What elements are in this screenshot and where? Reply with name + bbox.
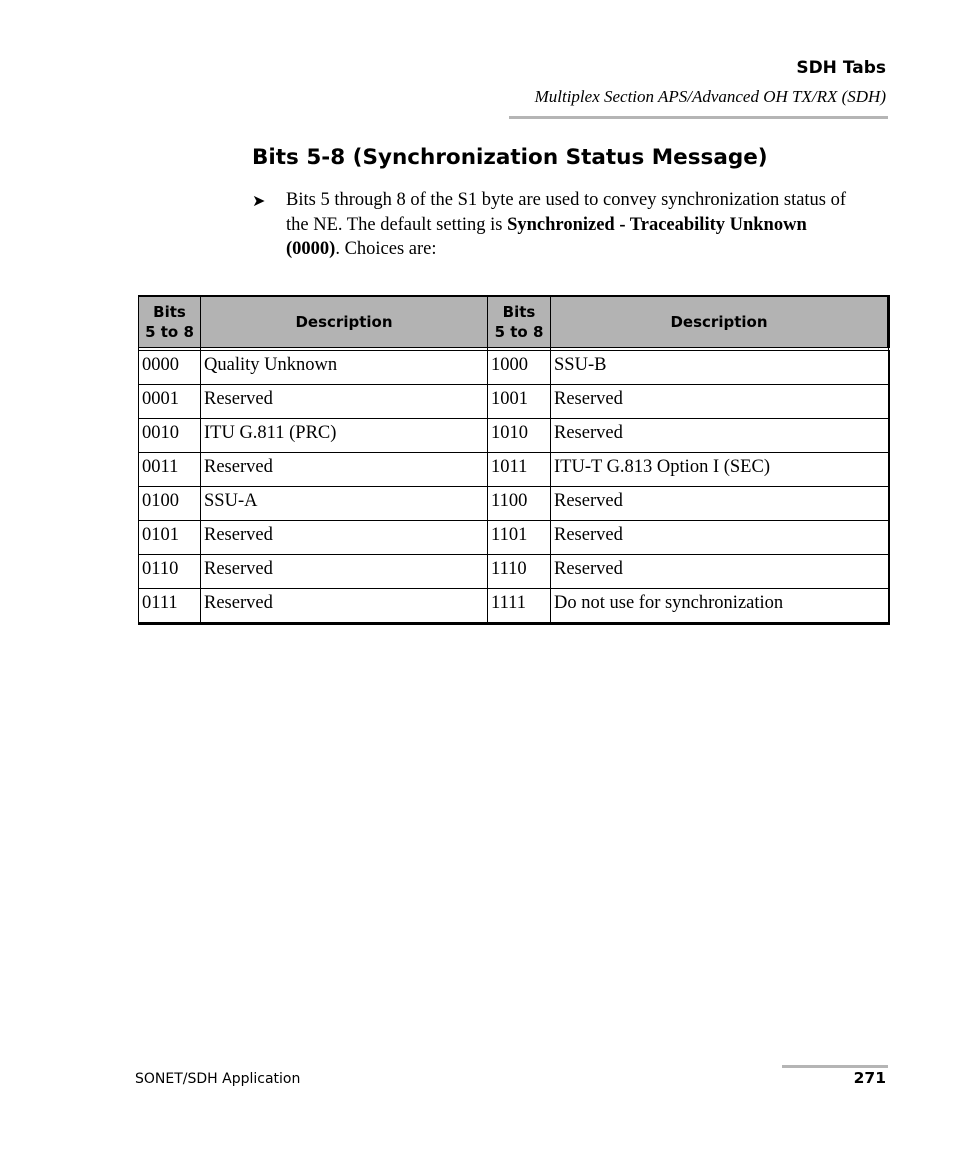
description-cell: Reserved <box>551 555 889 589</box>
table-row <box>139 487 889 521</box>
col-header-description-1: Description <box>201 296 488 348</box>
description-cell: Reserved <box>551 487 889 521</box>
col-header-bits-2: Bits 5 to 8 <box>488 296 551 348</box>
bits-code-cell: 0010 <box>139 419 201 453</box>
header-title: SDH Tabs <box>796 58 886 78</box>
description-cell: SSU-A <box>201 487 488 521</box>
table-row <box>139 521 889 555</box>
bits-code-cell: 1000 <box>488 351 551 385</box>
paragraph-text-2: . Choices are: <box>335 239 437 259</box>
description-cell: SSU-B <box>551 351 889 385</box>
bits-code-cell: 0111 <box>139 589 201 624</box>
bits-code-cell: 0000 <box>139 351 201 385</box>
description-cell: Reserved <box>551 521 889 555</box>
description-cell: ITU-T G.813 Option I (SEC) <box>551 453 889 487</box>
table-header-row <box>139 296 889 348</box>
section-heading: Bits 5-8 (Synchronization Status Message) <box>252 145 768 170</box>
bits-code-cell: 0001 <box>139 385 201 419</box>
table-row <box>139 555 889 589</box>
bullet-text <box>286 188 857 262</box>
description-cell: Reserved <box>201 385 488 419</box>
footer-doc-title: SONET/SDH Application <box>135 1071 301 1087</box>
footer-rule <box>782 1065 888 1068</box>
sync-status-table <box>138 295 890 625</box>
table-row <box>139 453 889 487</box>
description-cell: Quality Unknown <box>201 351 488 385</box>
description-cell: Reserved <box>201 555 488 589</box>
description-cell: ITU G.811 (PRC) <box>201 419 488 453</box>
description-cell: Reserved <box>201 589 488 624</box>
header-rule <box>509 116 888 119</box>
description-cell: Reserved <box>201 521 488 555</box>
description-cell: Reserved <box>551 419 889 453</box>
bits-code-cell: 1111 <box>488 589 551 624</box>
bits-code-cell: 0100 <box>139 487 201 521</box>
bits-code-cell: 1101 <box>488 521 551 555</box>
table-row <box>139 589 889 624</box>
description-cell: Reserved <box>201 453 488 487</box>
table-row <box>139 419 889 453</box>
bits-code-cell: 0110 <box>139 555 201 589</box>
bits-code-cell: 1110 <box>488 555 551 589</box>
bits-code-cell: 1010 <box>488 419 551 453</box>
table-row <box>139 385 889 419</box>
bits-code-cell: 1011 <box>488 453 551 487</box>
bits-code-cell: 0101 <box>139 521 201 555</box>
table-row <box>139 351 889 385</box>
bullet-paragraph <box>252 188 857 262</box>
default-setting: Synchronized - Traceability Unknown (0000) <box>286 214 807 259</box>
paragraph-text-1: Bits 5 through 8 of the S1 byte are used to convey synchronization status of the NE. The default setting is <box>286 190 847 235</box>
description-cell: Reserved <box>551 385 889 419</box>
col-header-description-2: Description <box>551 296 889 348</box>
bits-code-cell: 1001 <box>488 385 551 419</box>
header-subtitle: Multiplex Section APS/Advanced OH TX/RX (SDH) <box>534 87 886 106</box>
page-number: 271 <box>853 1069 886 1087</box>
col-header-bits-1: Bits 5 to 8 <box>139 296 201 348</box>
arrow-bullet-icon: ➤ <box>252 193 266 210</box>
bits-code-cell: 0011 <box>139 453 201 487</box>
description-cell: Do not use for synchronization <box>551 589 889 624</box>
bits-code-cell: 1100 <box>488 487 551 521</box>
